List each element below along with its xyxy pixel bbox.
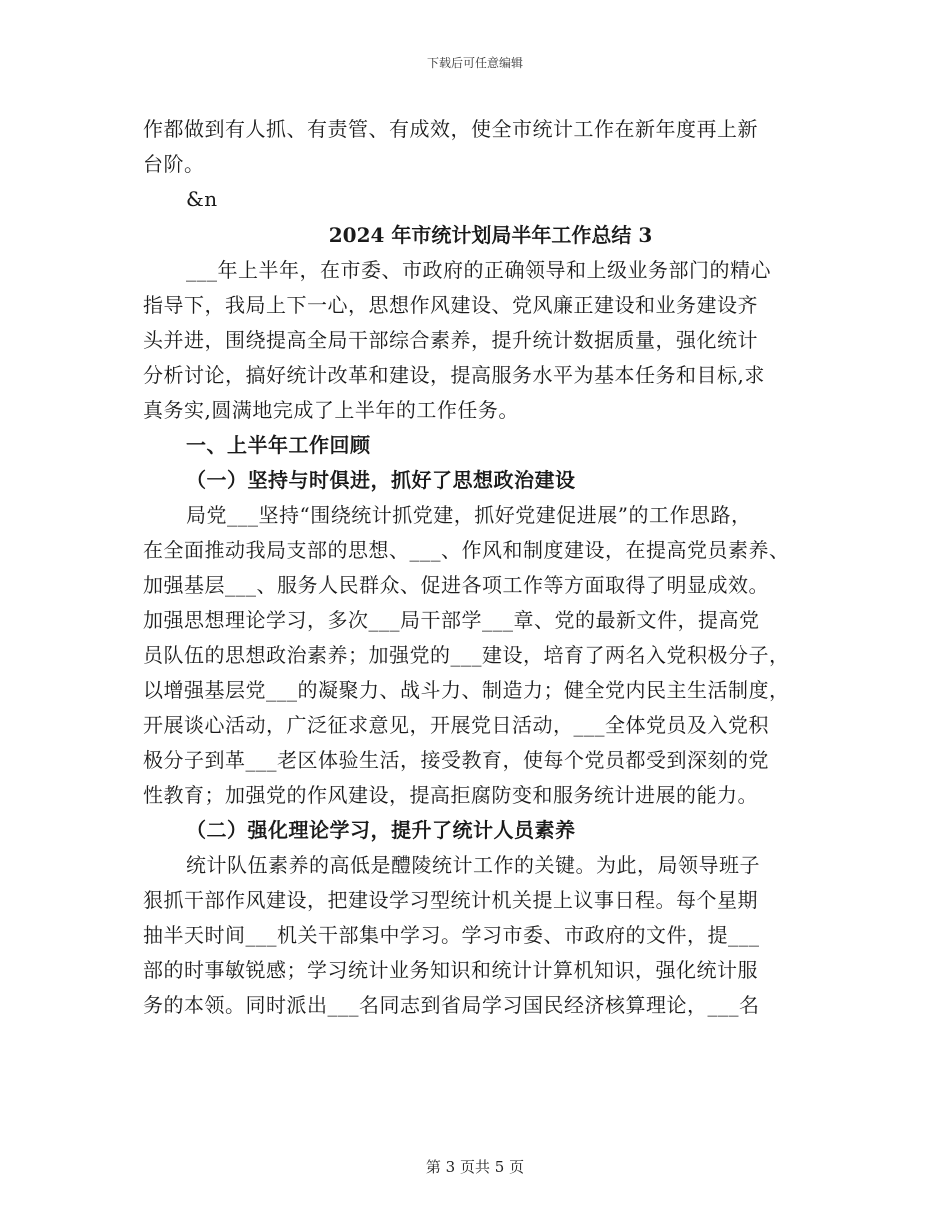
- subsection-heading: （二）强化理论学习，提升了统计人员素养: [186, 818, 576, 842]
- text-line: 狠抓干部作风建设，把建设学习型统计机关提上议事日程。每个星期: [143, 888, 758, 912]
- document-body: [143, 112, 808, 1023]
- text-line: 性教育；加强党的作风建设，提高拒腐防变和服务统计进展的能力。: [143, 783, 758, 807]
- subsection-heading: （一）坚持与时俱进，抓好了思想政治建设: [186, 468, 576, 492]
- text-line: 指导下，我局上下一心，思想作风建设、党风廉正建设和业务建设齐: [143, 293, 758, 317]
- text-line: 加强基层___、服务人民群众、促进各项工作等方面取得了明显成效。: [143, 573, 769, 597]
- text-line: 局党___坚持“围绕统计抓党建，抓好党建促进展”的工作思路，: [186, 503, 752, 527]
- page-footer: 第 3 页共 5 页: [425, 1158, 525, 1176]
- section-heading: 一、上半年工作回顾: [186, 433, 371, 457]
- document-title: 2024 年市统计划局半年工作总结 3: [328, 223, 653, 247]
- text-line: 员队伍的思想政治素养；加强党的___建设，培育了两名入党积极分子，: [143, 643, 790, 667]
- text-line: &n: [186, 187, 218, 211]
- text-line: 在全面推动我局支部的思想、___、作风和制度建设，在提高党员素养、: [143, 538, 790, 562]
- text-line: 头并进，围绕提高全局干部综合素养，提升统计数据质量，强化统计: [143, 328, 758, 352]
- page-header: 下载后可任意编辑: [426, 56, 523, 70]
- text-line: 极分子到革___老区体验生活，接受教育，使每个党员都受到深刻的党: [143, 748, 769, 772]
- text-line: 开展谈心活动，广泛征求意见，开展党日活动，___全体党员及入党积: [143, 713, 769, 737]
- text-line: 加强思想理论学习，多次___局干部学___章、党的最新文件，提高党: [143, 608, 760, 632]
- text-line: 分析讨论，搞好统计改革和建设，提高服务水平为基本任务和目标,求: [143, 363, 765, 387]
- text-line: 以增强基层党___的凝聚力、战斗力、制造力；健全党内民主生活制度，: [143, 678, 790, 702]
- text-line: 作都做到有人抓、有责管、有成效，使全市统计工作在新年度再上新: [143, 117, 758, 141]
- text-line: 务的本领。同时派出___名同志到省局学习国民经济核算理论，___名: [143, 993, 760, 1017]
- text-line: 台阶。: [143, 152, 205, 176]
- text-line: 统计队伍素养的高低是醴陵统计工作的关键。为此，局领导班子: [186, 853, 760, 877]
- text-line: 部的时事敏锐感；学习统计业务知识和统计计算机知识，强化统计服: [143, 958, 758, 982]
- text-line: 抽半天时间___机关干部集中学习。学习市委、市政府的文件，提___: [143, 923, 760, 947]
- text-line: 真务实,圆满地完成了上半年的工作任务。: [143, 398, 519, 422]
- text-line: ___年上半年，在市委、市政府的正确领导和上级业务部门的精心: [186, 258, 771, 282]
